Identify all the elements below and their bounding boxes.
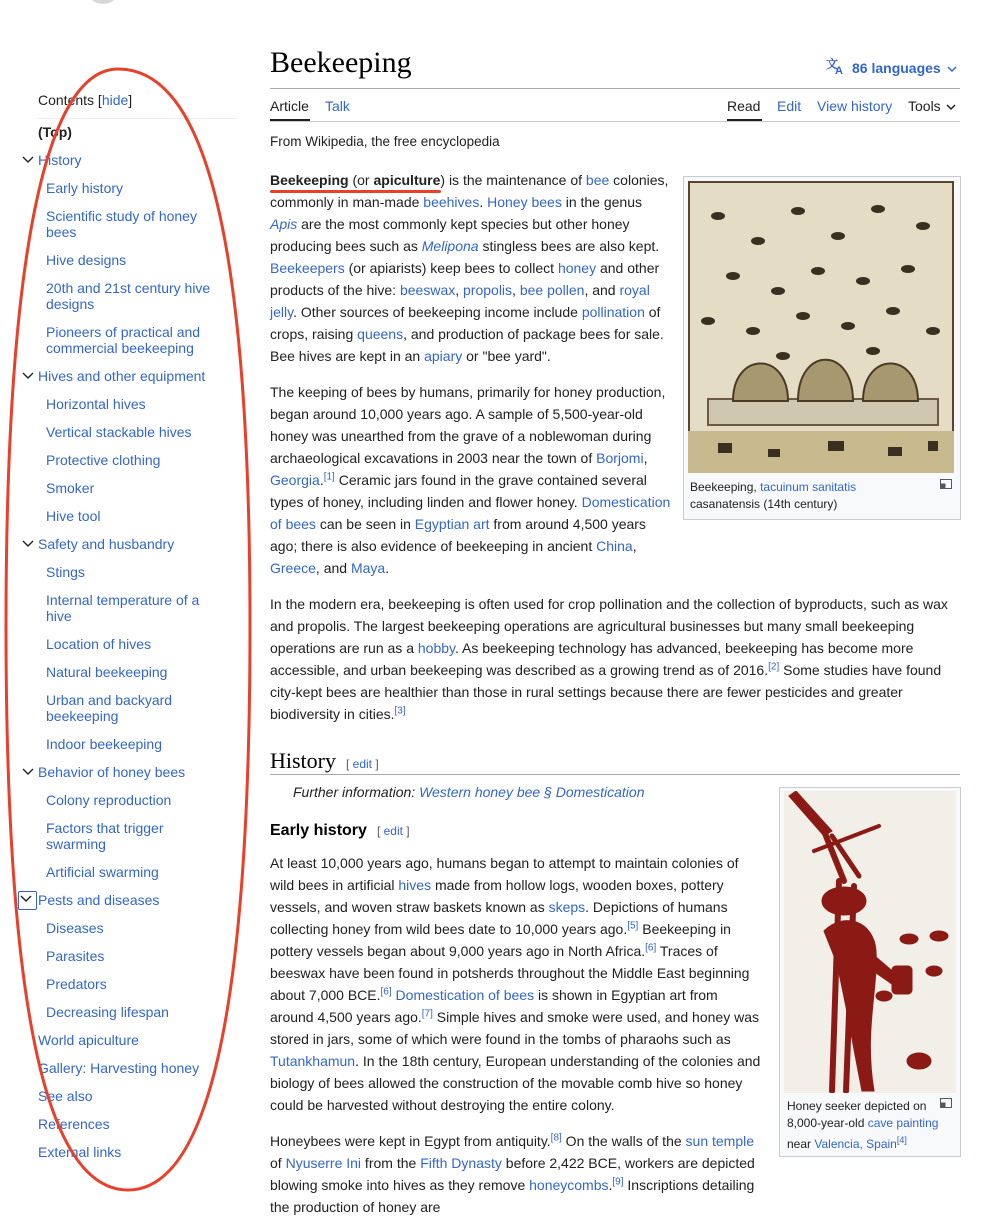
toc-item-label: Early history — [46, 180, 124, 196]
further-info-link[interactable]: Western honey bee § Domestication — [419, 784, 645, 800]
caption-link-valencia[interactable]: Valencia, Spain — [814, 1137, 897, 1151]
red-annotation-underline — [270, 190, 441, 193]
toc-item-label: Decreasing lifespan — [46, 1004, 169, 1020]
tabs-divider — [270, 121, 960, 122]
toc-item-scientific-study-of-honey-bees[interactable] — [46, 208, 216, 240]
tacuinum-beekeeping-illustration[interactable] — [688, 181, 954, 473]
toc-item-see-also[interactable] — [38, 1088, 92, 1104]
toc-item-label: Natural beekeeping — [46, 664, 168, 680]
toc-item-label: Behavior of honey bees — [38, 764, 186, 780]
chevron-down-icon[interactable] — [21, 537, 35, 551]
toc-item-label: Internal temperature of a hive — [46, 592, 200, 624]
toc-item-label: Safety and husbandry — [38, 536, 175, 552]
toc-item-hive-tool[interactable] — [46, 508, 216, 524]
enlarge-icon[interactable] — [940, 1098, 952, 1108]
tab-read[interactable]: Read — [727, 98, 761, 114]
toc-item-colony-reproduction[interactable] — [46, 792, 216, 808]
toc-item-natural-beekeeping[interactable] — [46, 664, 216, 680]
toc-item-artificial-swarming[interactable] — [46, 864, 216, 880]
caption-link-tacuinum[interactable]: tacuinum sanitatis — [760, 480, 857, 494]
toc-item-location-of-hives[interactable] — [46, 636, 216, 652]
toc-item-label: References — [38, 1116, 110, 1132]
toc-item-label: Pests and diseases — [38, 892, 160, 908]
toc-item-label: External links — [38, 1144, 122, 1160]
toc-item-label: Hive tool — [46, 508, 101, 524]
edit-section-early-history[interactable]: [ edit ] — [376, 824, 410, 838]
toc-item-pests-and-diseases[interactable] — [38, 892, 159, 908]
languages-button[interactable] — [826, 57, 957, 78]
title-divider — [270, 88, 960, 89]
image-1-caption: Beekeeping, tacuinum sanitatis casanatensis (14th century) — [690, 480, 857, 511]
toc-item-vertical-stackable-hives[interactable] — [46, 424, 216, 440]
chevron-down-icon[interactable] — [21, 765, 35, 779]
toc-item-label: Diseases — [46, 920, 104, 936]
toc-item-world-apiculture[interactable] — [38, 1032, 139, 1048]
toc-item-horizontal-hives[interactable] — [46, 396, 216, 412]
toc-item-pioneers-of-practical-and-commercial-beekeeping[interactable] — [46, 324, 216, 356]
toc-item-label: History — [38, 152, 82, 168]
tagline: From Wikipedia, the free encyclopedia — [270, 134, 500, 149]
toc-title: Contents — [38, 92, 95, 108]
early-history-heading: Early history [ edit ] — [270, 822, 410, 839]
tools-label: Tools — [908, 98, 941, 114]
early-history-paragraph-1: At least 10,000 years ago, humans began to attempt to maintain colonies of wild bees in artificial hives made from hollow logs, wooden boxes, pottery vessels, and woven straw baskets known as skeps. Depictions of humans collecting honey from wild bees date to 10,000 years ago.[5] Beekeeping in pottery vessels began about 9,000 years ago in North Africa.[6] Traces of beeswax have been found in potsherds throughout the Middle East beginning about 7,000 BCE.[6] Domestication of bees is shown in Egyptian art from around 4,500 years ago.[7] Simple hives and smoke were used, and honey was stored in jars, some of which were found in the tombs of pharaohs such as Tutankhamun. In the 18th century, European understanding of the colonies and biology of bees allowed the construction of the movable comb hive so honey could be harvested without destroying the entire colony. — [270, 855, 761, 1113]
toc-item-decreasing-lifespan[interactable] — [46, 1004, 216, 1020]
languages-label: 86 languages — [852, 59, 941, 76]
toc-item-label: Urban and backyard beekeeping — [46, 692, 173, 724]
image-2-caption: Honey seeker depicted on 8,000-year-old cave painting near Valencia, Spain[4] — [787, 1099, 939, 1151]
toc-item-gallery-harvesting-honey[interactable] — [38, 1060, 199, 1076]
toc-item-label: World apiculture — [38, 1032, 139, 1048]
toc-item-label: See also — [38, 1088, 93, 1104]
toc-item-label: Predators — [46, 976, 107, 992]
toc-item-label: Indoor beekeeping — [46, 736, 162, 752]
toc-item-label: Horizontal hives — [46, 396, 146, 412]
toc-item-references[interactable] — [38, 1116, 110, 1132]
toc-item-label: Stings — [46, 564, 85, 580]
svg-text:文: 文 — [826, 57, 839, 71]
tab-article[interactable]: Article — [270, 98, 309, 114]
toc-item-label: Protective clothing — [46, 452, 161, 468]
wikipedia-logo-remnant — [85, 0, 121, 4]
toc-item-label: Gallery: Harvesting honey — [38, 1060, 200, 1076]
toc-item-history[interactable] — [38, 152, 82, 168]
toc-hide-link[interactable]: hide — [101, 92, 129, 108]
toc-item-label: Smoker — [46, 480, 95, 496]
toc-item-label: Parasites — [46, 948, 105, 964]
enlarge-icon[interactable] — [940, 479, 952, 489]
toc-item-stings[interactable] — [46, 564, 216, 580]
toc-item-urban-and-backyard-beekeeping[interactable] — [46, 692, 216, 724]
chevron-down-icon[interactable] — [18, 891, 37, 910]
toc-item-predators[interactable] — [46, 976, 216, 992]
intro-paragraph-1: Beekeeping (or apiculture) is the maintenance of bee colonies, commonly in man-made beehives. Honey bees in the genus Apis are the most commonly kept species but other honey producing bees such as Melipona stingless bees are also kept. Beekeepers (or apiarists) keep bees to collect honey and other products of the hive: beeswax, propolis, bee pollen, and royal jelly. Other sources of beekeeping income include pollination of crops, raising queens, and production of package bees for sale. Bee hives are kept in an apiary or "bee yard". — [270, 172, 669, 364]
toc-item-protective-clothing[interactable] — [46, 452, 216, 468]
toc-item-label: Artificial swarming — [46, 864, 159, 880]
toc-item-internal-temperature-of-a-hive[interactable] — [46, 592, 216, 624]
caption-link-cave-painting[interactable]: cave painting — [867, 1116, 939, 1130]
early-history-paragraph-2: Honeybees were kept in Egypt from antiquity.[8] On the walls of the sun temple of Nyuserre Ini from the Fifth Dynasty before 2,422 BCE, workers are depicted blowing smoke into hives as they remove honeycombs.[9] Inscriptions detailing the production of honey are — [270, 1132, 755, 1215]
chevron-down-icon[interactable] — [21, 369, 35, 383]
toc-item-label: Hives and other equipment — [38, 368, 206, 384]
toc-item-label: Vertical stackable hives — [46, 424, 192, 440]
cave-painting-illustration[interactable] — [784, 791, 956, 1093]
edit-section-history[interactable]: [ edit ] — [346, 757, 379, 771]
tools-menu-button[interactable] — [908, 98, 956, 114]
toc-item-parasites[interactable] — [46, 948, 216, 964]
toc-item-label: Location of hives — [46, 636, 152, 652]
toc-item-label: Scientific study of honey bees — [46, 208, 197, 240]
toc-item-indoor-beekeeping[interactable] — [46, 736, 216, 752]
toc-item-label: Hive designs — [46, 252, 127, 268]
history-divider — [270, 774, 960, 775]
tab-talk[interactable]: Talk — [325, 98, 350, 114]
intro-paragraph-2: The keeping of bees by humans, primarily for honey production, began around 10,000 years ago. A sample of 5,500-year-old honey was unearthed from the grave of a noblewoman during archaeological excavations in 2003 near the town of Borjomi, Georgia.[1] Ceramic jars found in the grave contained several types of honey, including linden and flower honey. Domestication of bees can be seen in Egyptian art from around 4,500 years ago; there is also evidence of beekeeping in ancient China, Greece, and Maya. — [270, 384, 671, 576]
toc-item-safety-and-husbandry[interactable] — [38, 536, 174, 552]
tab-edit[interactable]: Edit — [777, 98, 802, 114]
chevron-down-icon — [946, 98, 956, 114]
chevron-down-icon — [947, 60, 957, 76]
further-information-note: Further information: Western honey bee § Domestication — [293, 784, 645, 800]
toc-item-hive-designs[interactable] — [46, 252, 216, 268]
history-heading: History [ edit ] — [270, 748, 379, 773]
translate-icon — [826, 57, 846, 78]
toc-item-early-history[interactable] — [46, 180, 216, 196]
toc-item-external-links[interactable] — [38, 1144, 121, 1160]
chevron-down-icon[interactable] — [21, 153, 35, 167]
toc-item-label: 20th and 21st century hive designs — [46, 280, 211, 312]
toc-item-hives-and-other-equipment[interactable] — [38, 368, 205, 384]
toc-divider — [38, 118, 238, 119]
toc-item-top[interactable]: (Top) — [38, 124, 72, 140]
toc-item-diseases[interactable] — [46, 920, 216, 936]
toc-item-label: Factors that trigger swarming — [46, 820, 164, 852]
intro-paragraph-3: In the modern era, beekeeping is often used for crop pollination and the collection of byproducts, such as wax and propolis. The largest beekeeping operations are agricultural businesses but many small beekeeping operations are run as a hobby. As beekeeping technology has advanced, beekeeping has become more accessible, and urban beekeeping was described as a growing trend as of 2016.[2] Some studies have found city-kept bees are healthier than those in rural settings because there are fewer pesticides and greater biodiversity in cities.[3] — [270, 596, 948, 722]
toc-item-behavior-of-honey-bees[interactable] — [38, 764, 185, 780]
toc-item-label: Colony reproduction — [46, 792, 172, 808]
toc-item-factors-that-trigger-swarming[interactable] — [46, 820, 216, 852]
toc-item-smoker[interactable] — [46, 480, 216, 496]
toc-item-label: Pioneers of practical and commercial beekeeping — [46, 324, 201, 356]
page-title: Beekeeping — [270, 46, 412, 79]
toc-header: Contents [hide] — [38, 92, 133, 108]
svg-text:A: A — [835, 65, 843, 75]
tab-view-history[interactable]: View history — [817, 98, 893, 114]
toc-item-20th-and-21st-century-hive-designs[interactable] — [46, 280, 216, 312]
